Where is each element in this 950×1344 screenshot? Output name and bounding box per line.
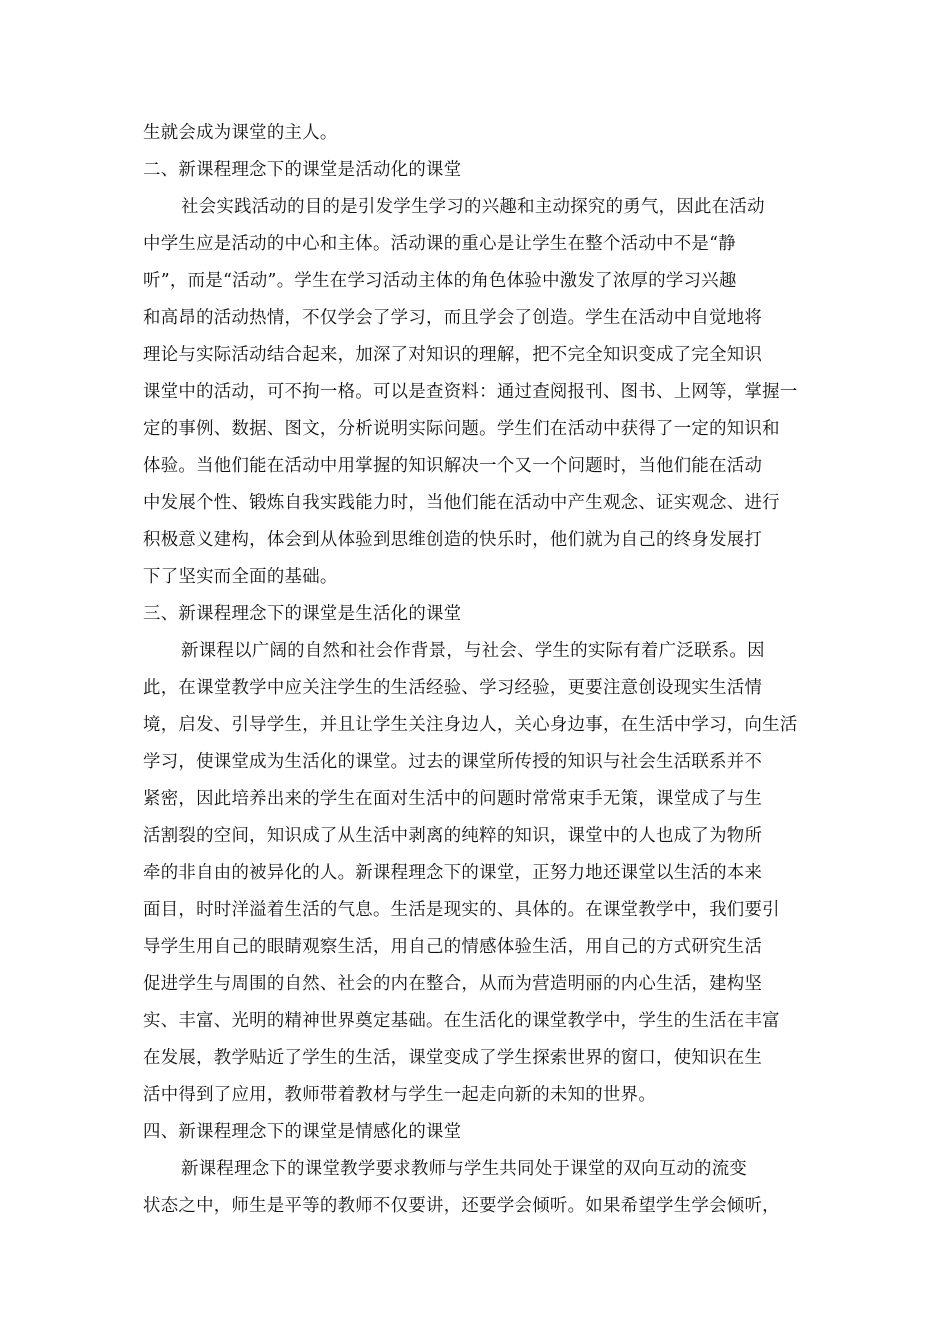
text-line: 实、丰富、光明的精神世界奠定基础。在生活化的课堂教学中，学生的生活在丰富 bbox=[143, 1011, 780, 1031]
text-line: 听”，而是“活动”。学生在学习活动主体的角色体验中激发了浓厚的学习兴趣 bbox=[143, 271, 737, 291]
text-line: 生就会成为课堂的主人。 bbox=[143, 123, 338, 143]
text-line: 积极意义建构，体会到从体验到思维创造的快乐时，他们就为自己的终身发展打 bbox=[143, 530, 763, 550]
paragraph-2 bbox=[143, 189, 813, 596]
text-line: 紧密，因此培养出来的学生在面对生活中的问题时常常束手无策，课堂成了与生 bbox=[143, 789, 763, 809]
text-line: 状态之中，师生是平等的教师不仅要讲，还要学会倾听。如果希望学生学会倾听， bbox=[143, 1196, 780, 1216]
text-line: 定的事例、数据、图文，分析说明实际问题。学生们在活动中获得了一定的知识和 bbox=[143, 419, 780, 439]
text-line: 体验。当他们能在活动中用掌握的知识解决一个又一个问题时，当他们能在活动 bbox=[143, 456, 763, 476]
text-line: 学习，使课堂成为生活化的课堂。过去的课堂所传授的知识与社会生活联系并不 bbox=[143, 752, 763, 772]
paragraph-1 bbox=[143, 115, 813, 152]
text-line: 活中得到了应用，教师带着教材与学生一起走向新的未知的世界。 bbox=[143, 1085, 657, 1105]
text-line: 境，启发、引导学生，并且让学生关注身边人，关心身边事，在生活中学习，向生活 bbox=[143, 715, 798, 735]
text-line: 下了坚实而全面的基础。 bbox=[143, 567, 338, 587]
text-line: 课堂中的活动，可不拘一格。可以是查资料：通过查阅报刊、图书、上网等，掌握一 bbox=[143, 382, 798, 402]
section-heading-2: 三、新课程理念下的课堂是生活化的课堂 bbox=[143, 604, 462, 624]
text-line: 活割裂的空间，知识成了从生活中剥离的纯粹的知识，课堂中的人也成了为物所 bbox=[143, 826, 763, 846]
text-line: 和高昂的活动热情，不仅学会了学习，而且学会了创造。学生在活动中自觉地将 bbox=[143, 308, 763, 328]
section-heading-1: 二、新课程理念下的课堂是活动化的课堂 bbox=[143, 160, 462, 180]
paragraph-4 bbox=[143, 1151, 813, 1225]
text-line: 社会实践活动的目的是引发学生学习的兴趣和主动探究的勇气，因此在活动 bbox=[181, 197, 765, 217]
paragraph-3 bbox=[143, 633, 813, 1114]
text-line: 中学生应是活动的中心和主体。活动课的重心是让学生在整个活动中不是“静 bbox=[143, 234, 736, 254]
document-body bbox=[143, 115, 813, 1225]
text-line: 中发展个性、锻炼自我实践能力时，当他们能在活动中产生观念、证实观念、进行 bbox=[143, 493, 780, 513]
text-line: 理论与实际活动结合起来，加深了对知识的理解，把不完全知识变成了完全知识 bbox=[143, 345, 763, 365]
text-line: 导学生用自己的眼睛观察生活，用自己的情感体验生活，用自己的方式研究生活 bbox=[143, 937, 763, 957]
text-line: 面目，时时洋溢着生活的气息。生活是现实的、具体的。在课堂教学中，我们要引 bbox=[143, 900, 780, 920]
text-line: 在发展，教学贴近了学生的生活，课堂变成了学生探索世界的窗口，使知识在生 bbox=[143, 1048, 763, 1068]
text-line: 牵的非自由的被异化的人。新课程理念下的课堂，正努力地还课堂以生活的本来 bbox=[143, 863, 763, 883]
text-line: 促进学生与周围的自然、社会的内在整合，从而为营造明丽的内心生活，建构坚 bbox=[143, 974, 763, 994]
text-line: 此，在课堂教学中应关注学生的生活经验、学习经验，更要注意创设现实生活情 bbox=[143, 678, 763, 698]
text-line: 新课程以广阔的自然和社会作背景，与社会、学生的实际有着广泛联系。因 bbox=[181, 641, 765, 661]
text-line: 新课程理念下的课堂教学要求教师与学生共同处于课堂的双向互动的流变 bbox=[181, 1159, 748, 1179]
section-heading-3: 四、新课程理念下的课堂是情感化的课堂 bbox=[143, 1122, 462, 1142]
